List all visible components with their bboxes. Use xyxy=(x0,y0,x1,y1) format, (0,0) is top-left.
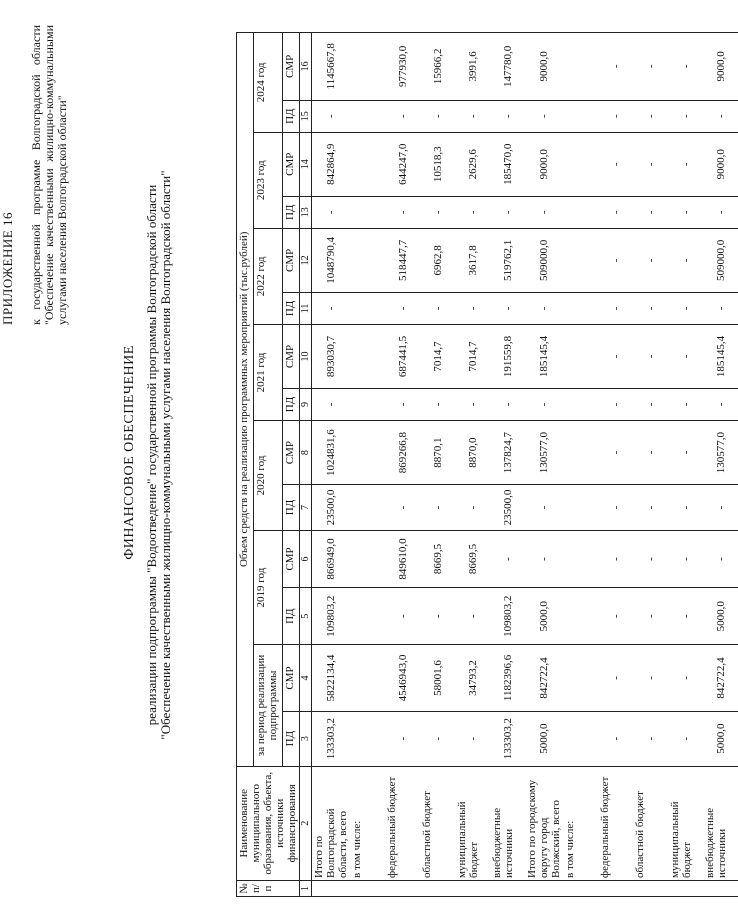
table-cell: - xyxy=(525,100,563,132)
table-cell xyxy=(563,196,598,228)
row-name: в том числе: xyxy=(563,766,598,880)
table-cell: - xyxy=(455,711,490,766)
header-smr: СМР xyxy=(283,645,300,711)
table-cell: - xyxy=(703,485,738,531)
table-cell: - xyxy=(525,485,563,531)
row-number xyxy=(703,880,738,896)
table-cell: - xyxy=(598,132,633,196)
table-cell: - xyxy=(633,530,668,587)
table-cell: - xyxy=(703,292,738,324)
table-cell: 1048790,4 xyxy=(312,228,351,292)
table-cell: 5000,0 xyxy=(703,711,738,766)
table-cell: 869266,8 xyxy=(385,421,420,485)
table-cell: - xyxy=(598,645,633,711)
table-cell: - xyxy=(525,292,563,324)
table-cell: - xyxy=(703,389,738,421)
table-cell: 4546943,0 xyxy=(385,645,420,711)
table-cell: - xyxy=(385,196,420,228)
table-cell: - xyxy=(420,100,455,132)
table-cell: 9000,0 xyxy=(703,132,738,196)
table-cell xyxy=(563,292,598,324)
column-number: 16 xyxy=(300,33,312,101)
header-year: 2022 год xyxy=(253,228,283,324)
column-number: 13 xyxy=(300,196,312,228)
table-cell: - xyxy=(633,324,668,388)
table-cell xyxy=(350,588,385,645)
table-cell: 147780,0 xyxy=(490,33,525,101)
table-cell: - xyxy=(668,389,703,421)
row-number xyxy=(563,880,598,896)
table-cell: - xyxy=(385,100,420,132)
table-cell: - xyxy=(668,33,703,101)
table-cell: 2629,6 xyxy=(455,132,490,196)
table-cell xyxy=(350,485,385,531)
table-cell: 842864,9 xyxy=(312,132,351,196)
table-cell: - xyxy=(598,228,633,292)
header-pd: ПД xyxy=(283,588,300,645)
table-row xyxy=(668,33,703,897)
table-cell: - xyxy=(668,132,703,196)
table-cell: 893030,7 xyxy=(312,324,351,388)
table-cell xyxy=(350,389,385,421)
table-cell: - xyxy=(598,292,633,324)
table-cell: 849610,0 xyxy=(385,530,420,587)
table-cell: 687441,5 xyxy=(385,324,420,388)
table-cell xyxy=(563,421,598,485)
row-number xyxy=(385,880,420,896)
row-number xyxy=(633,880,668,896)
table-cell: - xyxy=(633,292,668,324)
table-cell: - xyxy=(633,196,668,228)
table-cell: - xyxy=(385,711,420,766)
row-name: муниципальный бюджет xyxy=(668,766,703,880)
table-cell: - xyxy=(668,530,703,587)
table-cell: - xyxy=(455,100,490,132)
row-number xyxy=(668,880,703,896)
table-cell: - xyxy=(598,33,633,101)
column-number: 10 xyxy=(300,324,312,388)
column-number: 15 xyxy=(300,100,312,132)
table-cell: 185145,4 xyxy=(703,324,738,388)
financing-table xyxy=(236,32,738,897)
table-cell: - xyxy=(455,485,490,531)
table-cell: 1024831,6 xyxy=(312,421,351,485)
table-cell xyxy=(563,324,598,388)
table-cell: 15966,2 xyxy=(420,33,455,101)
row-name: областной бюджет xyxy=(420,766,455,880)
table-cell: - xyxy=(668,324,703,388)
table-cell: 1145667,8 xyxy=(312,33,351,101)
header-period: за период реализации подпрограммы xyxy=(253,645,283,766)
row-name: Итого по Волгоградской области, всего xyxy=(312,766,351,880)
table-cell: 6962,8 xyxy=(420,228,455,292)
row-number xyxy=(525,880,563,896)
table-cell xyxy=(350,228,385,292)
table-cell: - xyxy=(598,196,633,228)
table-cell: 977930,0 xyxy=(385,33,420,101)
table-cell: - xyxy=(490,389,525,421)
table-cell: 8669,5 xyxy=(455,530,490,587)
table-row xyxy=(385,33,420,897)
table-cell: - xyxy=(598,530,633,587)
table-cell: 842722,4 xyxy=(703,645,738,711)
table-cell: 23500,0 xyxy=(490,485,525,531)
table-cell xyxy=(350,530,385,587)
table-cell: - xyxy=(420,485,455,531)
table-cell xyxy=(350,292,385,324)
header-name: Наименование муниципального образования, объекта, источники финансирования xyxy=(237,766,300,880)
table-cell: - xyxy=(633,389,668,421)
table-cell: - xyxy=(455,588,490,645)
table-cell: 5822134,4 xyxy=(312,645,351,711)
row-name: муниципальный бюджет xyxy=(455,766,490,880)
table-cell: 130577,0 xyxy=(703,421,738,485)
table-cell: - xyxy=(668,645,703,711)
table-cell xyxy=(350,100,385,132)
table-cell: - xyxy=(525,196,563,228)
table-cell: - xyxy=(668,588,703,645)
table-cell: - xyxy=(420,292,455,324)
table-cell: - xyxy=(455,196,490,228)
table-cell: - xyxy=(420,588,455,645)
header-volume: Объем средств на реализацию программных мероприятий (тыс.рублей) xyxy=(237,33,254,767)
header-year: 2019 год xyxy=(253,530,283,644)
table-cell: - xyxy=(490,530,525,587)
table-cell: 509000,0 xyxy=(525,228,563,292)
table-cell: 8870,0 xyxy=(455,421,490,485)
header-pd: ПД xyxy=(283,292,300,324)
column-number: 3 xyxy=(300,711,312,766)
table-cell: - xyxy=(455,292,490,324)
table-cell: 191559,8 xyxy=(490,324,525,388)
table-cell: 5000,0 xyxy=(525,711,563,766)
table-cell: - xyxy=(633,588,668,645)
table-cell: 9000,0 xyxy=(703,33,738,101)
header-smr: СМР xyxy=(283,132,300,196)
table-cell xyxy=(563,711,598,766)
column-number: 2 xyxy=(300,766,312,880)
header-year: 2020 год xyxy=(253,421,283,531)
row-name: областной бюджет xyxy=(633,766,668,880)
table-cell xyxy=(350,645,385,711)
table-cell: - xyxy=(385,389,420,421)
table-cell: 9000,0 xyxy=(525,33,563,101)
table-cell xyxy=(350,196,385,228)
table-cell xyxy=(563,389,598,421)
row-number xyxy=(312,880,351,896)
table-cell: 509000,0 xyxy=(703,228,738,292)
table-cell: - xyxy=(633,711,668,766)
row-name: федеральный бюджет xyxy=(385,766,420,880)
table-cell: 133303,2 xyxy=(312,711,351,766)
table-cell: 519762,1 xyxy=(490,228,525,292)
header-smr: СМР xyxy=(283,324,300,388)
table-row xyxy=(598,33,633,897)
table-cell xyxy=(563,645,598,711)
table-cell: 3617,8 xyxy=(455,228,490,292)
header-pd: ПД xyxy=(283,196,300,228)
column-number: 8 xyxy=(300,421,312,485)
table-cell: 8669,5 xyxy=(420,530,455,587)
table-cell xyxy=(563,588,598,645)
column-number: 11 xyxy=(300,292,312,324)
header-year: 2024 год xyxy=(253,33,283,133)
table-cell: - xyxy=(525,530,563,587)
table-cell: 58001,6 xyxy=(420,645,455,711)
header-smr: СМР xyxy=(283,530,300,587)
table-cell: - xyxy=(668,292,703,324)
table-cell: 9000,0 xyxy=(525,132,563,196)
table-cell: 8870,1 xyxy=(420,421,455,485)
header-year: 2021 год xyxy=(253,324,283,420)
table-cell: - xyxy=(312,389,351,421)
table-cell: - xyxy=(420,711,455,766)
table-cell: 185470,0 xyxy=(490,132,525,196)
row-name: внебюджетные источники xyxy=(490,766,525,880)
table-cell xyxy=(563,485,598,531)
table-cell: - xyxy=(598,100,633,132)
header-pd: ПД xyxy=(283,389,300,421)
table-cell: - xyxy=(668,421,703,485)
table-cell: 7014,7 xyxy=(455,324,490,388)
table-cell: - xyxy=(312,292,351,324)
table-cell: - xyxy=(312,196,351,228)
table-cell: - xyxy=(703,530,738,587)
table-cell: - xyxy=(633,645,668,711)
table-cell xyxy=(350,33,385,101)
header-smr: СМР xyxy=(283,33,300,101)
table-cell: 518447,7 xyxy=(385,228,420,292)
table-cell: - xyxy=(490,100,525,132)
header-year: 2023 год xyxy=(253,132,283,228)
table-cell: - xyxy=(703,196,738,228)
table-cell xyxy=(563,132,598,196)
table-cell: - xyxy=(385,292,420,324)
row-number xyxy=(455,880,490,896)
column-number: 5 xyxy=(300,588,312,645)
table-cell: 109803,2 xyxy=(312,588,351,645)
table-cell xyxy=(350,711,385,766)
appendix-title: ПРИЛОЖЕНИЕ 16 xyxy=(0,212,15,325)
table-cell: - xyxy=(633,33,668,101)
column-number: 12 xyxy=(300,228,312,292)
table-cell: 644247,0 xyxy=(385,132,420,196)
table-cell: - xyxy=(668,485,703,531)
table-cell: - xyxy=(490,196,525,228)
header-no: № п/п xyxy=(237,880,300,896)
table-cell: - xyxy=(668,196,703,228)
column-number: 14 xyxy=(300,132,312,196)
table-row xyxy=(420,33,455,897)
table-cell: - xyxy=(668,711,703,766)
column-number: 6 xyxy=(300,530,312,587)
table-cell: - xyxy=(455,389,490,421)
table-row xyxy=(563,33,598,897)
table-cell: 842722,4 xyxy=(525,645,563,711)
table-cell: - xyxy=(633,485,668,531)
appendix-text: к государственной программе Волгоградской области "Обеспечение качественными жилищно-коммунальными услугами населения Волгоградской области" xyxy=(29,25,69,325)
row-name: внебюджетные источники xyxy=(703,766,738,880)
table-cell: - xyxy=(633,421,668,485)
table-cell: 137824,7 xyxy=(490,421,525,485)
row-number xyxy=(598,880,633,896)
table-cell: - xyxy=(633,132,668,196)
table-cell: - xyxy=(598,588,633,645)
table-cell: 185145,4 xyxy=(525,324,563,388)
table-cell: 34793,2 xyxy=(455,645,490,711)
table-cell: 5000,0 xyxy=(703,588,738,645)
table-cell: 1182396,6 xyxy=(490,645,525,711)
row-name: в том числе: xyxy=(350,766,385,880)
table-cell: - xyxy=(633,100,668,132)
table-cell: 3991,6 xyxy=(455,33,490,101)
table-cell: 23500,0 xyxy=(312,485,351,531)
column-number: 4 xyxy=(300,645,312,711)
table-cell: - xyxy=(420,389,455,421)
table-row xyxy=(490,33,525,897)
column-number: 7 xyxy=(300,485,312,531)
table-cell xyxy=(563,228,598,292)
table-cell: 10518,3 xyxy=(420,132,455,196)
table-row xyxy=(312,33,351,897)
table-cell: - xyxy=(598,389,633,421)
header-smr: СМР xyxy=(283,421,300,485)
table-row xyxy=(350,33,385,897)
table-cell: - xyxy=(312,100,351,132)
table-cell: - xyxy=(598,421,633,485)
document-subtitle: реализации подпрограммы "Водоотведение" государственной программы Волгоградской области "Обеспечение качественными жилищно-коммунальными услугами населения Волгоградской области" xyxy=(144,170,173,740)
table-cell: - xyxy=(598,324,633,388)
table-cell xyxy=(563,100,598,132)
table-cell: 5000,0 xyxy=(525,588,563,645)
table-cell: - xyxy=(598,485,633,531)
table-cell: 109803,2 xyxy=(490,588,525,645)
table-cell xyxy=(350,421,385,485)
header-smr: СМР xyxy=(283,228,300,292)
table-cell: - xyxy=(598,711,633,766)
row-name: федеральный бюджет xyxy=(598,766,633,880)
table-cell: 866949,0 xyxy=(312,530,351,587)
row-number xyxy=(350,880,385,896)
table-cell: - xyxy=(703,100,738,132)
row-number xyxy=(420,880,455,896)
table-cell: - xyxy=(668,100,703,132)
table-cell: - xyxy=(633,228,668,292)
header-pd: ПД xyxy=(283,711,300,766)
table-cell xyxy=(350,324,385,388)
header-pd: ПД xyxy=(283,100,300,132)
row-name: Итого по городскому округу город Волжский, всего xyxy=(525,766,563,880)
table-cell xyxy=(563,530,598,587)
header-pd: ПД xyxy=(283,485,300,531)
table-row xyxy=(525,33,563,897)
document-title: ФИНАНСОВОЕ ОБЕСПЕЧЕНИЕ xyxy=(122,345,137,560)
table-cell xyxy=(350,132,385,196)
table-cell: 7014,7 xyxy=(420,324,455,388)
table-cell xyxy=(563,33,598,101)
table-cell: - xyxy=(490,292,525,324)
table-cell: - xyxy=(668,228,703,292)
table-row xyxy=(455,33,490,897)
table-row xyxy=(703,33,738,897)
table-cell: 130577,0 xyxy=(525,421,563,485)
table-cell: - xyxy=(385,588,420,645)
table-cell: - xyxy=(385,485,420,531)
column-number: 9 xyxy=(300,389,312,421)
table-cell: 133303,2 xyxy=(490,711,525,766)
table-row xyxy=(633,33,668,897)
row-number xyxy=(490,880,525,896)
table-cell: - xyxy=(420,196,455,228)
table-cell: - xyxy=(525,389,563,421)
column-number: 1 xyxy=(300,880,312,896)
